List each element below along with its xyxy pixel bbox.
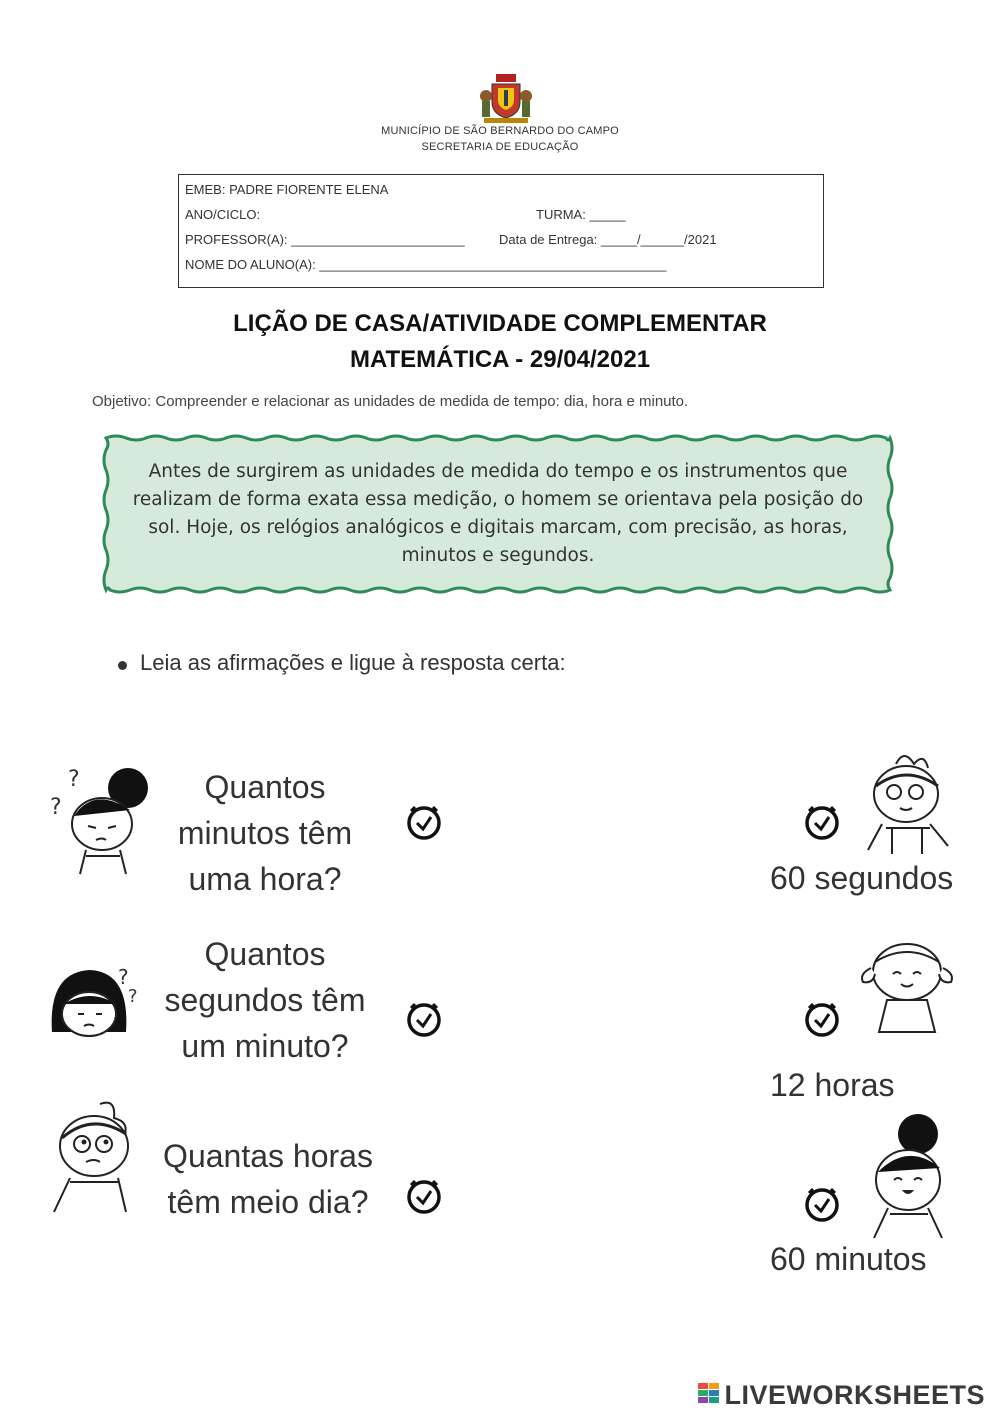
connector-clock-icon[interactable] (803, 1000, 841, 1038)
student-name-field[interactable]: NOME DO ALUNO(A): ________________________________________________ (185, 257, 667, 272)
question-3 (138, 1133, 398, 1225)
answer-1: 60 segundos (770, 860, 954, 896)
answer-3: 60 minutos (770, 1241, 927, 1277)
coat-of-arms-icon (478, 72, 534, 124)
secretariat-name: SECRETARIA DE EDUCAÇÃO (421, 141, 579, 153)
student-info-box (178, 174, 824, 288)
svg-text:?: ? (50, 795, 62, 820)
question-2-line3: um minuto? (181, 1028, 349, 1064)
svg-text:?: ? (118, 965, 129, 989)
answer-2: 12 horas (770, 1067, 895, 1103)
objective-text: Objetivo: Compreender e relacionar as unidades de medida de tempo: dia, hora e minuto. (92, 393, 689, 410)
confused-kid-bob-icon (46, 962, 146, 1044)
question-2-line1: Quantos (204, 936, 326, 972)
connector-clock-icon[interactable] (405, 1000, 443, 1038)
year-cycle-field[interactable]: ANO/CICLO: (185, 207, 261, 222)
question-1-line3: uma hora? (188, 861, 342, 897)
instruction-text: Leia as afirmações e ligue à resposta certa: (140, 650, 566, 675)
smiling-kid-glasses-icon (856, 750, 958, 856)
connector-clock-icon[interactable] (405, 1177, 443, 1215)
connector-clock-icon[interactable] (803, 803, 841, 841)
liveworksheets-logo-icon (698, 1383, 720, 1409)
question-2 (140, 931, 390, 1069)
question-1 (140, 764, 390, 902)
page-title-line1: LIÇÃO DE CASA/ATIVIDADE COMPLEMENTAR (233, 310, 767, 337)
question-1-line1: Quantos (204, 769, 326, 805)
bullet-icon (118, 661, 127, 670)
school-name: EMEB: PADRE FIORENTE ELENA (185, 182, 389, 197)
municipality-name: MUNICÍPIO DE SÃO BERNARDO DO CAMPO (381, 125, 619, 137)
question-1-line2: minutos têm (177, 815, 353, 851)
liveworksheets-logo[interactable] (698, 1380, 985, 1408)
thinking-kid-bow-icon (46, 1098, 146, 1218)
confused-kid-bun-icon (46, 766, 154, 878)
connector-clock-icon[interactable] (803, 1185, 841, 1223)
svg-text:?: ? (68, 767, 80, 792)
teacher-field[interactable]: PROFESSOR(A): ________________________ (185, 232, 465, 247)
happy-kid-pigtails-icon (855, 938, 965, 1038)
question-3-line1: Quantas horas (163, 1138, 373, 1174)
laughing-kid-bun-icon (866, 1114, 952, 1242)
intro-text: Antes de surgirem as unidades de medida do tempo e os instrumentos que realizam de forma exata essa medição, o homem se orientava pela posição do sol. Hoje, os relógios analógicos e digitais marcam, com precisão, as horas, minutos e segundos. (132, 461, 864, 566)
svg-text:?: ? (128, 986, 138, 1007)
delivery-date-field[interactable]: Data de Entrega: _____/______/2021 (499, 232, 717, 247)
class-field[interactable]: TURMA: _____ (536, 207, 626, 222)
page-title-line2: MATEMÁTICA - 29/04/2021 (349, 346, 651, 373)
liveworksheets-brand: LIVEWORKSHEETS (724, 1380, 985, 1410)
question-2-line2: segundos têm (164, 982, 366, 1018)
connector-clock-icon[interactable] (405, 803, 443, 841)
question-3-line2: têm meio dia? (167, 1184, 369, 1220)
